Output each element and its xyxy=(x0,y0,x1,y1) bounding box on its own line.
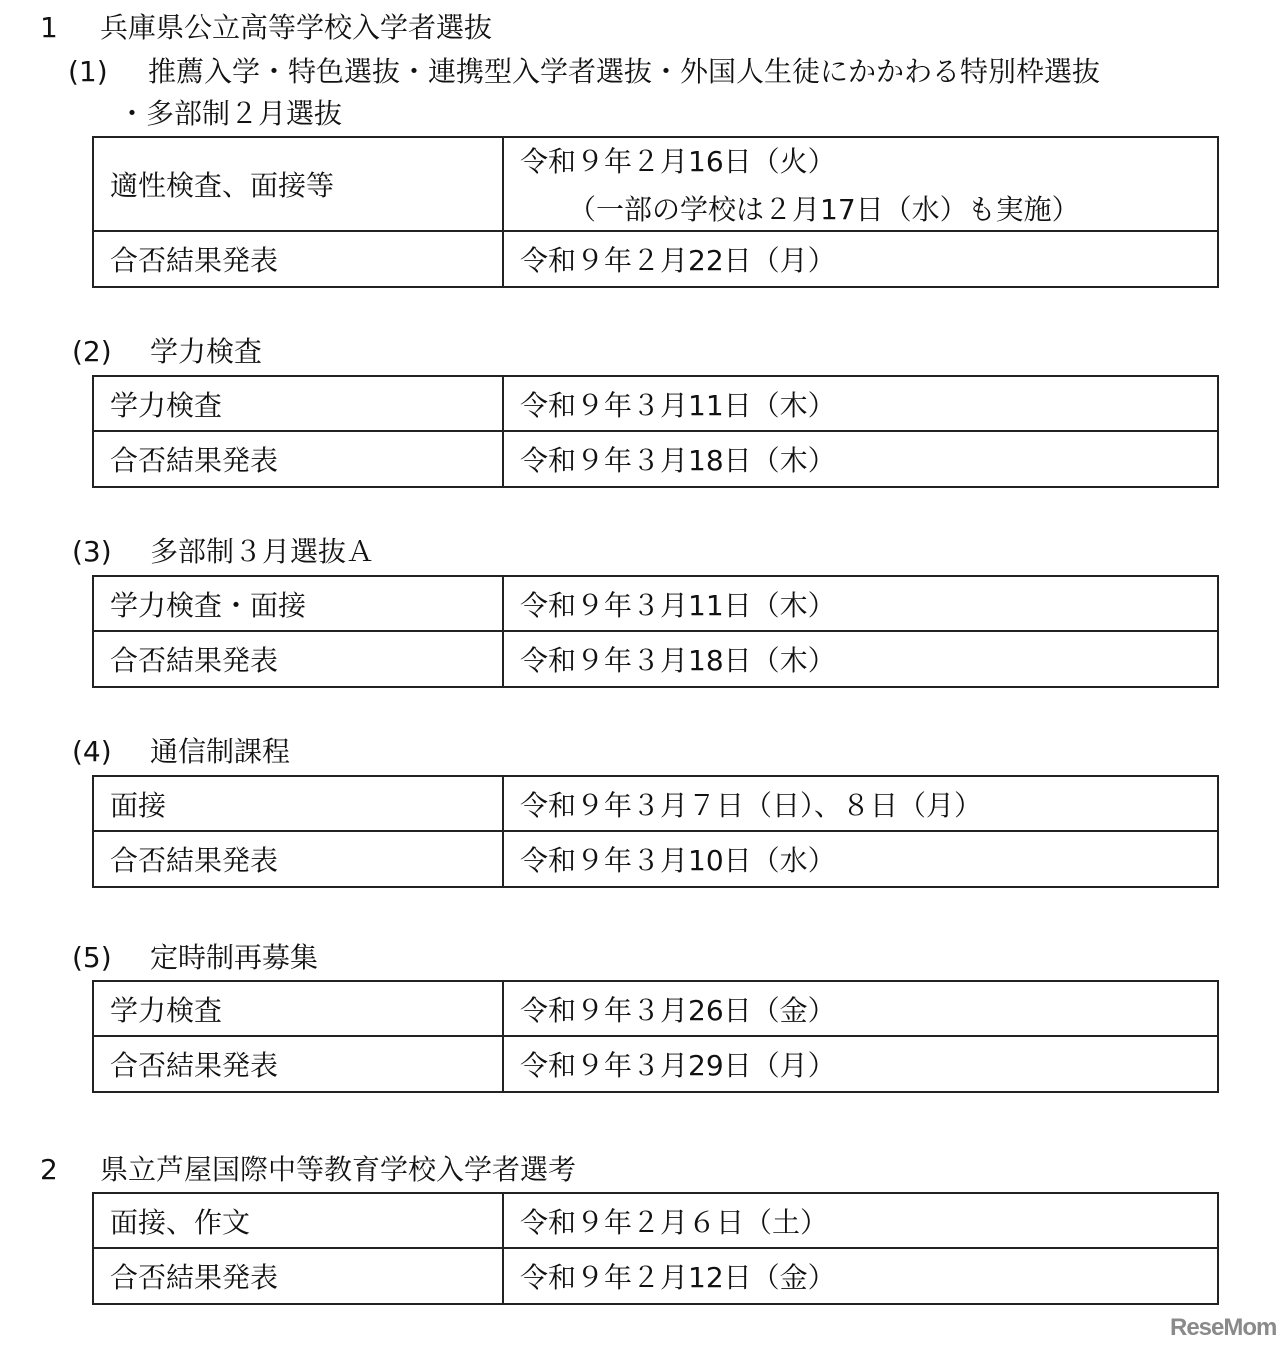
event-date-cell xyxy=(503,1036,1218,1092)
event-date: 令和９年３月26日（金） xyxy=(520,993,836,1027)
event-date-cell xyxy=(503,776,1218,831)
table-row xyxy=(93,231,1218,287)
event-date: 令和９年３月10日（水） xyxy=(520,844,836,877)
event-date: 令和９年２月16日（火） xyxy=(520,145,836,178)
subsection-title: 通信制課程 xyxy=(150,735,291,768)
subsection-number: (1) xyxy=(68,55,108,88)
section-number: 2 xyxy=(40,1153,58,1186)
event-date: 令和９年２月22日（月） xyxy=(520,244,836,277)
event-label: 学力検査・面接 xyxy=(93,576,503,631)
section-title: 兵庫県公立高等学校入学者選抜 xyxy=(100,11,493,44)
subsection-number: (3) xyxy=(72,535,112,568)
event-label: 合否結果発表 xyxy=(93,831,503,887)
event-date: 令和９年２月12日（金） xyxy=(503,1248,1218,1304)
subsection-title: 推薦入学・特色選抜・連携型入学者選抜・外国人生徒にかかわる特別枠選抜 xyxy=(148,55,1101,88)
event-date: 令和９年３月29日（月） xyxy=(520,1049,836,1082)
event-date-cell xyxy=(503,631,1218,687)
table-row xyxy=(93,1193,1218,1248)
table-row xyxy=(93,981,1218,1036)
subsection-number: (4) xyxy=(72,735,112,768)
event-date: 令和９年３月18日（木） xyxy=(520,444,836,477)
table-row xyxy=(93,376,1218,431)
event-label: 合否結果発表 xyxy=(93,631,503,687)
event-label: 合否結果発表 xyxy=(93,431,503,487)
section-title: 県立芦屋国際中等教育学校入学者選考 xyxy=(100,1153,577,1186)
table-row xyxy=(93,137,1218,231)
event-date: 令和９年３月18日（木） xyxy=(520,644,836,677)
event-date: 令和９年３月11日（木） xyxy=(520,588,836,622)
subsection-number: (2) xyxy=(72,335,112,368)
event-date-cell xyxy=(503,431,1218,487)
event-date: 令和９年２月６日（土） xyxy=(503,1193,1218,1248)
event-date-cell xyxy=(503,576,1218,631)
event-label: 面接 xyxy=(93,776,503,831)
event-date: 令和９年３月11日（木） xyxy=(520,388,836,422)
event-date-cell xyxy=(503,137,1218,231)
event-label: 合否結果発表 xyxy=(93,231,503,287)
subsection-title: 学力検査 xyxy=(150,335,263,368)
schedule-table xyxy=(92,1192,1219,1305)
schedule-table xyxy=(92,980,1219,1093)
section-number: 1 xyxy=(40,11,58,44)
event-label: 学力検査 xyxy=(93,981,503,1036)
table-row xyxy=(93,1036,1218,1092)
event-label: 適性検査、面接等 xyxy=(93,137,503,231)
event-label: 面接、作文 xyxy=(93,1193,503,1248)
event-date-cell xyxy=(503,231,1218,287)
schedule-table xyxy=(92,375,1219,488)
event-note: （一部の学校は２月17日（水）も実施） xyxy=(568,193,1080,226)
schedule-table xyxy=(92,136,1219,288)
event-label: 学力検査 xyxy=(93,376,503,431)
schedule-table xyxy=(92,575,1219,688)
event-label: 合否結果発表 xyxy=(93,1248,503,1304)
event-label: 合否結果発表 xyxy=(93,1036,503,1092)
event-date-cell xyxy=(503,981,1218,1036)
event-date: 令和９年３月７日（日）、８日（月） xyxy=(520,788,983,822)
schedule-table xyxy=(92,775,1219,888)
resemom-logo: ReseMom xyxy=(1170,1314,1277,1341)
subsection-number: (5) xyxy=(72,941,112,974)
table-row xyxy=(93,431,1218,487)
table-row xyxy=(93,1248,1218,1304)
subsection-title: 定時制再募集 xyxy=(150,941,319,974)
event-date-cell xyxy=(503,831,1218,887)
event-date-cell xyxy=(503,376,1218,431)
table-row xyxy=(93,576,1218,631)
subsection-title-continued: ・多部制２月選抜 xyxy=(118,97,343,130)
table-row xyxy=(93,831,1218,887)
table-row xyxy=(93,776,1218,831)
table-row xyxy=(93,631,1218,687)
subsection-title: 多部制３月選抜Ａ xyxy=(150,535,375,568)
